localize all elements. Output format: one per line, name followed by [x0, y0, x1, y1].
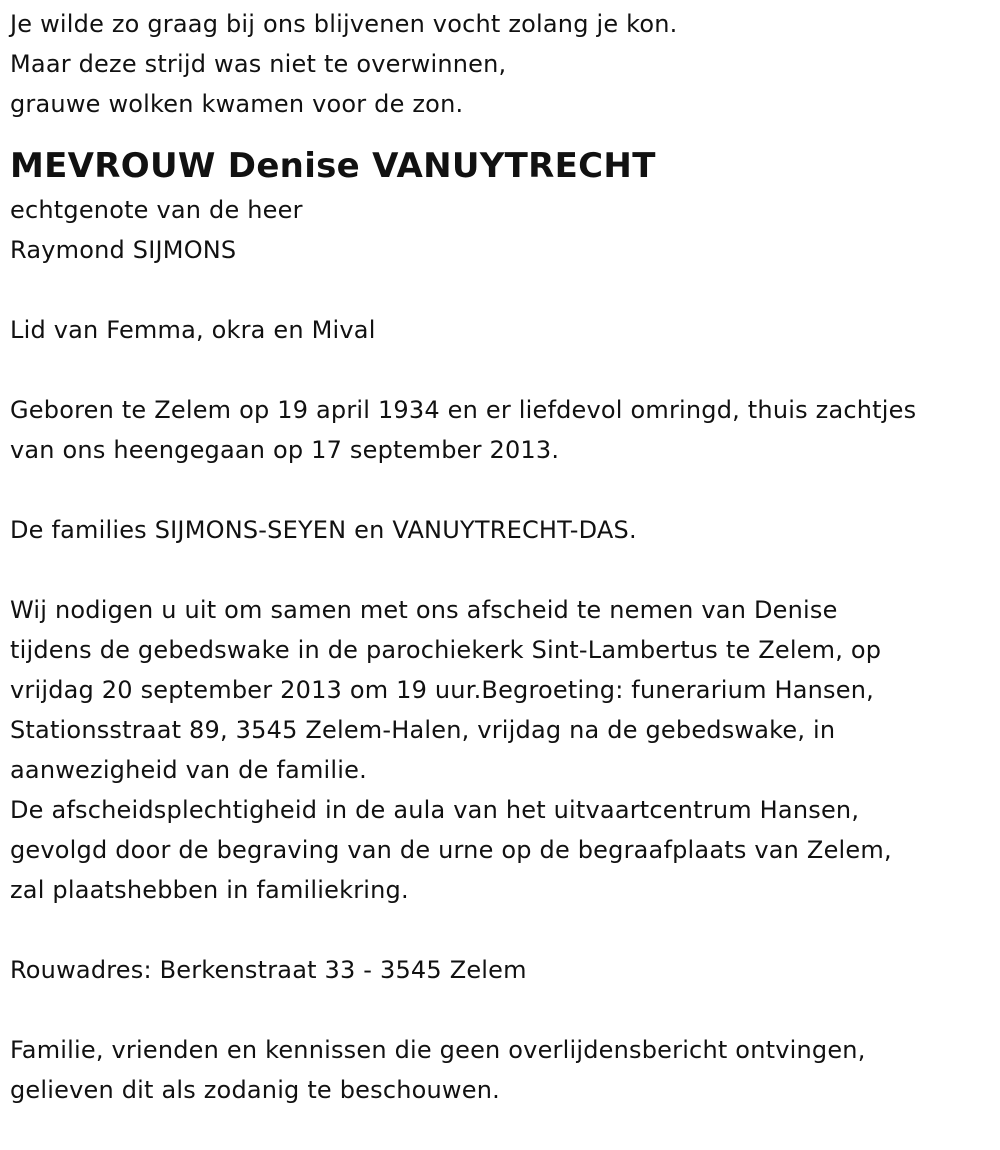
invitation-paragraph	[10, 590, 995, 910]
birth-death-line: Geboren te Zelem op 19 april 1934 en er liefdevol omringd, thuis zachtjes	[10, 396, 917, 424]
obituary-notice	[10, 4, 995, 1110]
invitation-line: De afscheidsplechtigheid in de aula van het uitvaartcentrum Hansen,	[10, 796, 860, 824]
spouse-line: echtgenote van de heer	[10, 196, 303, 224]
invitation-line: tijdens de gebedswake in de parochiekerk Sint-Lambertus te Zelem, op	[10, 636, 882, 664]
invitation-line: Stationsstraat 89, 3545 Zelem-Halen, vrijdag na de gebedswake, in	[10, 716, 836, 744]
poem-verse	[10, 4, 995, 124]
invitation-line: aanwezigheid van de familie.	[10, 756, 367, 784]
birth-death-info	[10, 390, 995, 470]
closing-line: gelieven dit als zodanig te beschouwen.	[10, 1076, 500, 1104]
spacer	[10, 470, 995, 510]
spouse-line: Raymond SIJMONS	[10, 236, 237, 264]
spacer	[10, 910, 995, 950]
families-text: De families SIJMONS-SEYEN en VANUYTRECHT-DAS.	[10, 516, 637, 544]
invitation-line: Wij nodigen u uit om samen met ons afscheid te nemen van Denise	[10, 596, 838, 624]
invitation-line: vrijdag 20 september 2013 om 19 uur.Begroeting: funerarium Hansen,	[10, 676, 874, 704]
spacer	[10, 550, 995, 590]
poem-line: grauwe wolken kwamen voor de zon.	[10, 90, 464, 118]
closing-line: Familie, vrienden en kennissen die geen overlijdensbericht ontvingen,	[10, 1036, 866, 1064]
closing-note	[10, 1030, 995, 1110]
invitation-line: zal plaatshebben in familiekring.	[10, 876, 409, 904]
spacer	[10, 350, 995, 390]
poem-line: Je wilde zo graag bij ons blijvenen vocht zolang je kon.	[10, 10, 678, 38]
membership-text: Lid van Femma, okra en Mival	[10, 316, 376, 344]
mourning-address: Rouwadres: Berkenstraat 33 - 3545 Zelem	[10, 956, 527, 984]
poem-line: Maar deze strijd was niet te overwinnen,	[10, 50, 507, 78]
spacer	[10, 990, 995, 1030]
birth-death-line: van ons heengegaan op 17 september 2013.	[10, 436, 560, 464]
invitation-line: gevolgd door de begraving van de urne op de begraafplaats van Zelem,	[10, 836, 892, 864]
deceased-name-heading: MEVROUW Denise VANUYTRECHT	[10, 146, 656, 186]
spouse-info	[10, 190, 995, 270]
spacer	[10, 270, 995, 310]
